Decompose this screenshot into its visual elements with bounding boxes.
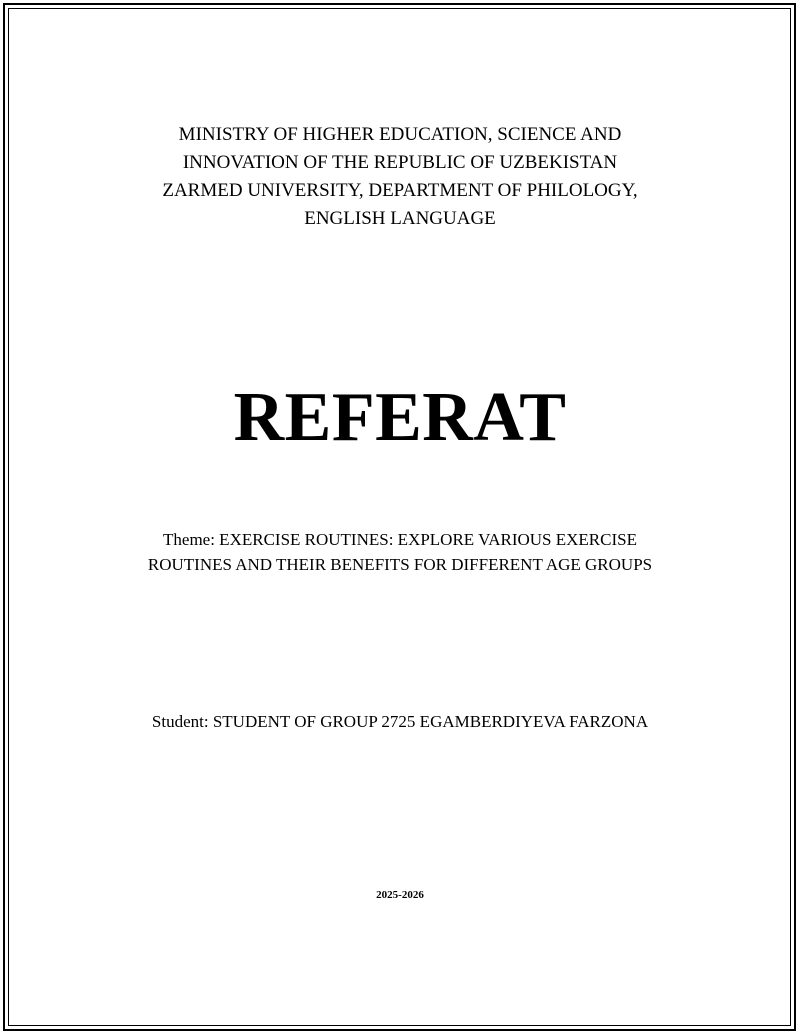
header-line: INNOVATION OF THE REPUBLIC OF UZBEKISTAN	[182, 152, 618, 173]
theme-text	[0, 527, 800, 577]
header-line: ZARMED UNIVERSITY, DEPARTMENT OF PHILOLOGY,	[162, 180, 638, 201]
student-info: Student: STUDENT OF GROUP 2725 EGAMBERDIYEVA FARZONA	[151, 712, 649, 731]
header-line: MINISTRY OF HIGHER EDUCATION, SCIENCE AND	[178, 124, 622, 145]
document-title: REFERAT	[233, 379, 567, 456]
academic-year: 2025-2026	[376, 889, 424, 901]
theme-line: Theme: EXERCISE ROUTINES: EXPLORE VARIOUS EXERCISE	[163, 530, 637, 549]
theme-line: ROUTINES AND THEIR BENEFITS FOR DIFFERENT AGE GROUPS	[147, 555, 653, 574]
institution-header	[0, 121, 800, 233]
header-line: ENGLISH LANGUAGE	[304, 208, 496, 229]
